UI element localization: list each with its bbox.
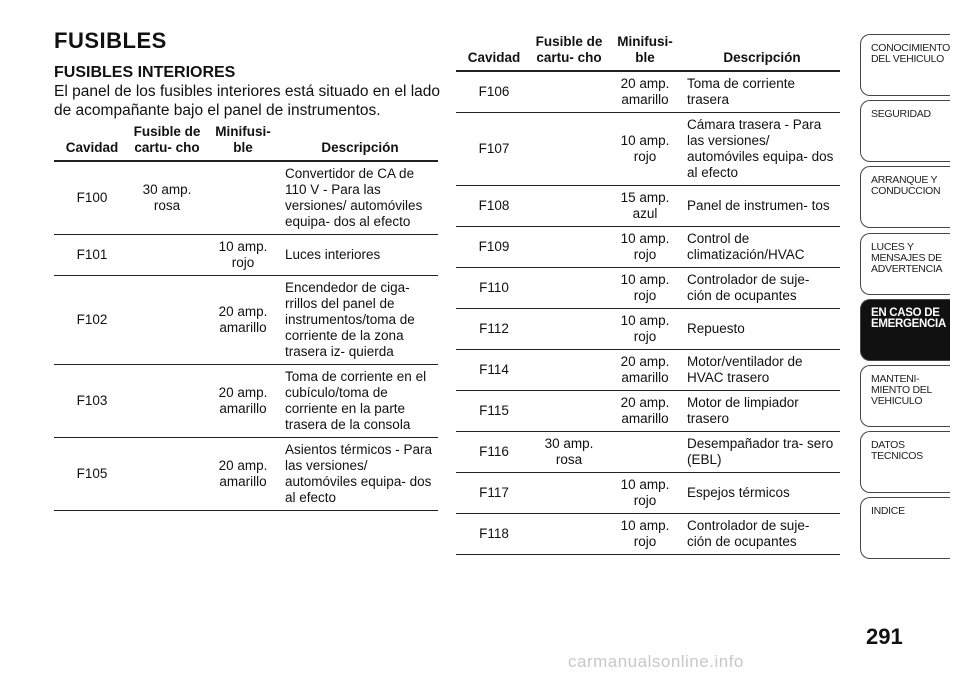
chapter-tab-label: CONDUCCION [871, 185, 941, 198]
chapter-tab-label: ADVERTENCIA [871, 262, 943, 275]
chapter-tab[interactable] [860, 166, 950, 228]
chapter-tab[interactable] [860, 34, 950, 96]
cell-descripcion: Cámara trasera - Para las versiones/ automóviles equipa- dos al efecto [684, 113, 840, 186]
page-title: FUSIBLES [54, 28, 167, 53]
chapter-tab-label: EN CASO DE [871, 306, 940, 319]
cell-descripcion: Espejos térmicos [684, 473, 840, 514]
chapter-tab-label: DEL VEHICULO [871, 53, 945, 65]
table-row [456, 113, 840, 186]
table-row [456, 71, 840, 113]
cell-cavidad: F105 [54, 438, 130, 511]
table-row [456, 391, 840, 432]
cell-descripcion: Toma de corriente en el cubículo/toma de corriente en la parte trasera de la consola [282, 365, 438, 438]
cell-minifusible: 15 amp. azul [606, 186, 684, 227]
cell-cavidad: F115 [456, 391, 532, 432]
cell-fusible [532, 113, 606, 186]
chapter-tab[interactable] [860, 233, 950, 295]
cell-minifusible: 10 amp. rojo [204, 235, 282, 276]
cell-minifusible: 20 amp. amarillo [204, 276, 282, 365]
cell-descripcion: Controlador de suje- ción de ocupantes [684, 268, 840, 309]
header-fusible: Fusible de cartu- cho [532, 34, 606, 71]
cell-descripcion: Repuesto [684, 309, 840, 350]
chapter-tab[interactable] [860, 100, 950, 162]
cell-minifusible [606, 432, 684, 473]
table-row [456, 473, 840, 514]
chapter-tab-label: EMERGENCIA [871, 317, 946, 330]
fuse-table-left [54, 124, 438, 511]
cell-minifusible: 10 amp. rojo [606, 514, 684, 555]
cell-fusible [532, 473, 606, 514]
cell-cavidad: F103 [54, 365, 130, 438]
cell-descripcion: Toma de corriente trasera [684, 71, 840, 113]
cell-fusible [130, 235, 204, 276]
table-row [54, 438, 438, 511]
page-number: 291 [866, 624, 903, 649]
table-row [456, 186, 840, 227]
chapter-tab-label: MANTENI- [871, 372, 920, 385]
table-row [54, 235, 438, 276]
header-descripcion: Descripción [684, 34, 840, 71]
intro-paragraph: El panel de los fusibles interiores está situado en el lado de acompañante bajo el panel de instrumentos. [54, 83, 441, 119]
chapter-tab-label: INDICE [871, 505, 905, 518]
header-minifusible: Minifusi- ble [204, 124, 282, 161]
chapter-tab[interactable] [860, 431, 950, 493]
table-row [456, 432, 840, 473]
cell-minifusible: 20 amp. amarillo [606, 71, 684, 113]
cell-cavidad: F102 [54, 276, 130, 365]
cell-cavidad: F116 [456, 432, 532, 473]
cell-descripcion: Asientos térmicos - Para las versiones/ automóviles equipa- dos al efecto [282, 438, 438, 511]
cell-fusible: 30 amp. rosa [532, 432, 606, 473]
cell-fusible [130, 438, 204, 511]
cell-descripcion: Panel de instrumen- tos [684, 186, 840, 227]
table-row [54, 365, 438, 438]
cell-fusible: 30 amp. rosa [130, 161, 204, 235]
cell-cavidad: F112 [456, 309, 532, 350]
table-row [54, 276, 438, 365]
cell-fusible [130, 365, 204, 438]
chapter-tab-label: LUCES Y [871, 240, 914, 253]
chapter-tab-label: CONOCIMIENTO [871, 42, 951, 54]
cell-descripcion: Convertidor de CA de 110 V - Para las versiones/ automóviles equipa- dos al efecto [282, 161, 438, 235]
chapter-tab-label: SEGURIDAD [871, 108, 931, 121]
header-minifusible: Minifusi- ble [606, 34, 684, 71]
cell-cavidad: F114 [456, 350, 532, 391]
cell-fusible [130, 276, 204, 365]
cell-descripcion: Desempañador tra- sero (EBL) [684, 432, 840, 473]
watermark: carmanualsonline.info [568, 652, 744, 671]
cell-fusible [532, 71, 606, 113]
chapter-tabs-sidebar [860, 34, 950, 564]
chapter-tab[interactable] [860, 299, 950, 361]
table-header-row [456, 34, 840, 71]
cell-minifusible: 10 amp. rojo [606, 473, 684, 514]
cell-minifusible: 10 amp. rojo [606, 309, 684, 350]
chapter-tab[interactable] [860, 365, 950, 427]
header-cavidad: Cavidad [456, 34, 532, 71]
cell-descripcion: Controlador de suje- ción de ocupantes [684, 514, 840, 555]
cell-minifusible: 10 amp. rojo [606, 268, 684, 309]
cell-cavidad: F117 [456, 473, 532, 514]
cell-fusible [532, 350, 606, 391]
table-row [54, 161, 438, 235]
cell-cavidad: F109 [456, 227, 532, 268]
table-row [456, 350, 840, 391]
cell-descripcion: Luces interiores [282, 235, 438, 276]
table-row [456, 268, 840, 309]
cell-cavidad: F106 [456, 71, 532, 113]
header-descripcion: Descripción [282, 124, 438, 161]
cell-fusible [532, 227, 606, 268]
cell-fusible [532, 514, 606, 555]
cell-fusible [532, 391, 606, 432]
cell-fusible [532, 186, 606, 227]
cell-cavidad: F118 [456, 514, 532, 555]
cell-cavidad: F100 [54, 161, 130, 235]
table-header-row [54, 124, 438, 161]
cell-minifusible: 10 amp. rojo [606, 227, 684, 268]
cell-descripcion: Encendedor de ciga- rrillos del panel de instrumentos/toma de corriente de la zona trasera iz- quierda [282, 276, 438, 365]
chapter-tab-label: VEHICULO [871, 394, 923, 407]
cell-descripcion: Motor/ventilador de HVAC trasero [684, 350, 840, 391]
cell-minifusible: 10 amp. rojo [606, 113, 684, 186]
cell-minifusible [204, 161, 282, 235]
section-subtitle: FUSIBLES INTERIORES [54, 64, 236, 81]
chapter-tab-label: MIENTO DEL [871, 383, 932, 396]
header-cavidad: Cavidad [54, 124, 130, 161]
header-fusible: Fusible de cartu- cho [130, 124, 204, 161]
chapter-tab-label: ARRANQUE Y [871, 174, 938, 187]
cell-fusible [532, 268, 606, 309]
cell-cavidad: F101 [54, 235, 130, 276]
cell-minifusible: 20 amp. amarillo [606, 350, 684, 391]
fuse-table-right [456, 34, 840, 555]
cell-cavidad: F107 [456, 113, 532, 186]
cell-cavidad: F108 [456, 186, 532, 227]
chapter-tab-label: DATOS [871, 439, 905, 452]
table-row [456, 309, 840, 350]
cell-cavidad: F110 [456, 268, 532, 309]
cell-minifusible: 20 amp. amarillo [204, 365, 282, 438]
chapter-tab[interactable] [860, 497, 950, 559]
cell-fusible [532, 309, 606, 350]
chapter-tab-label: MENSAJES DE [871, 251, 942, 264]
chapter-tab-label: TECNICOS [871, 450, 923, 463]
cell-minifusible: 20 amp. amarillo [606, 391, 684, 432]
table-row [456, 514, 840, 555]
cell-descripcion: Control de climatización/HVAC [684, 227, 840, 268]
table-row [456, 227, 840, 268]
cell-minifusible: 20 amp. amarillo [204, 438, 282, 511]
cell-descripcion: Motor de limpiador trasero [684, 391, 840, 432]
